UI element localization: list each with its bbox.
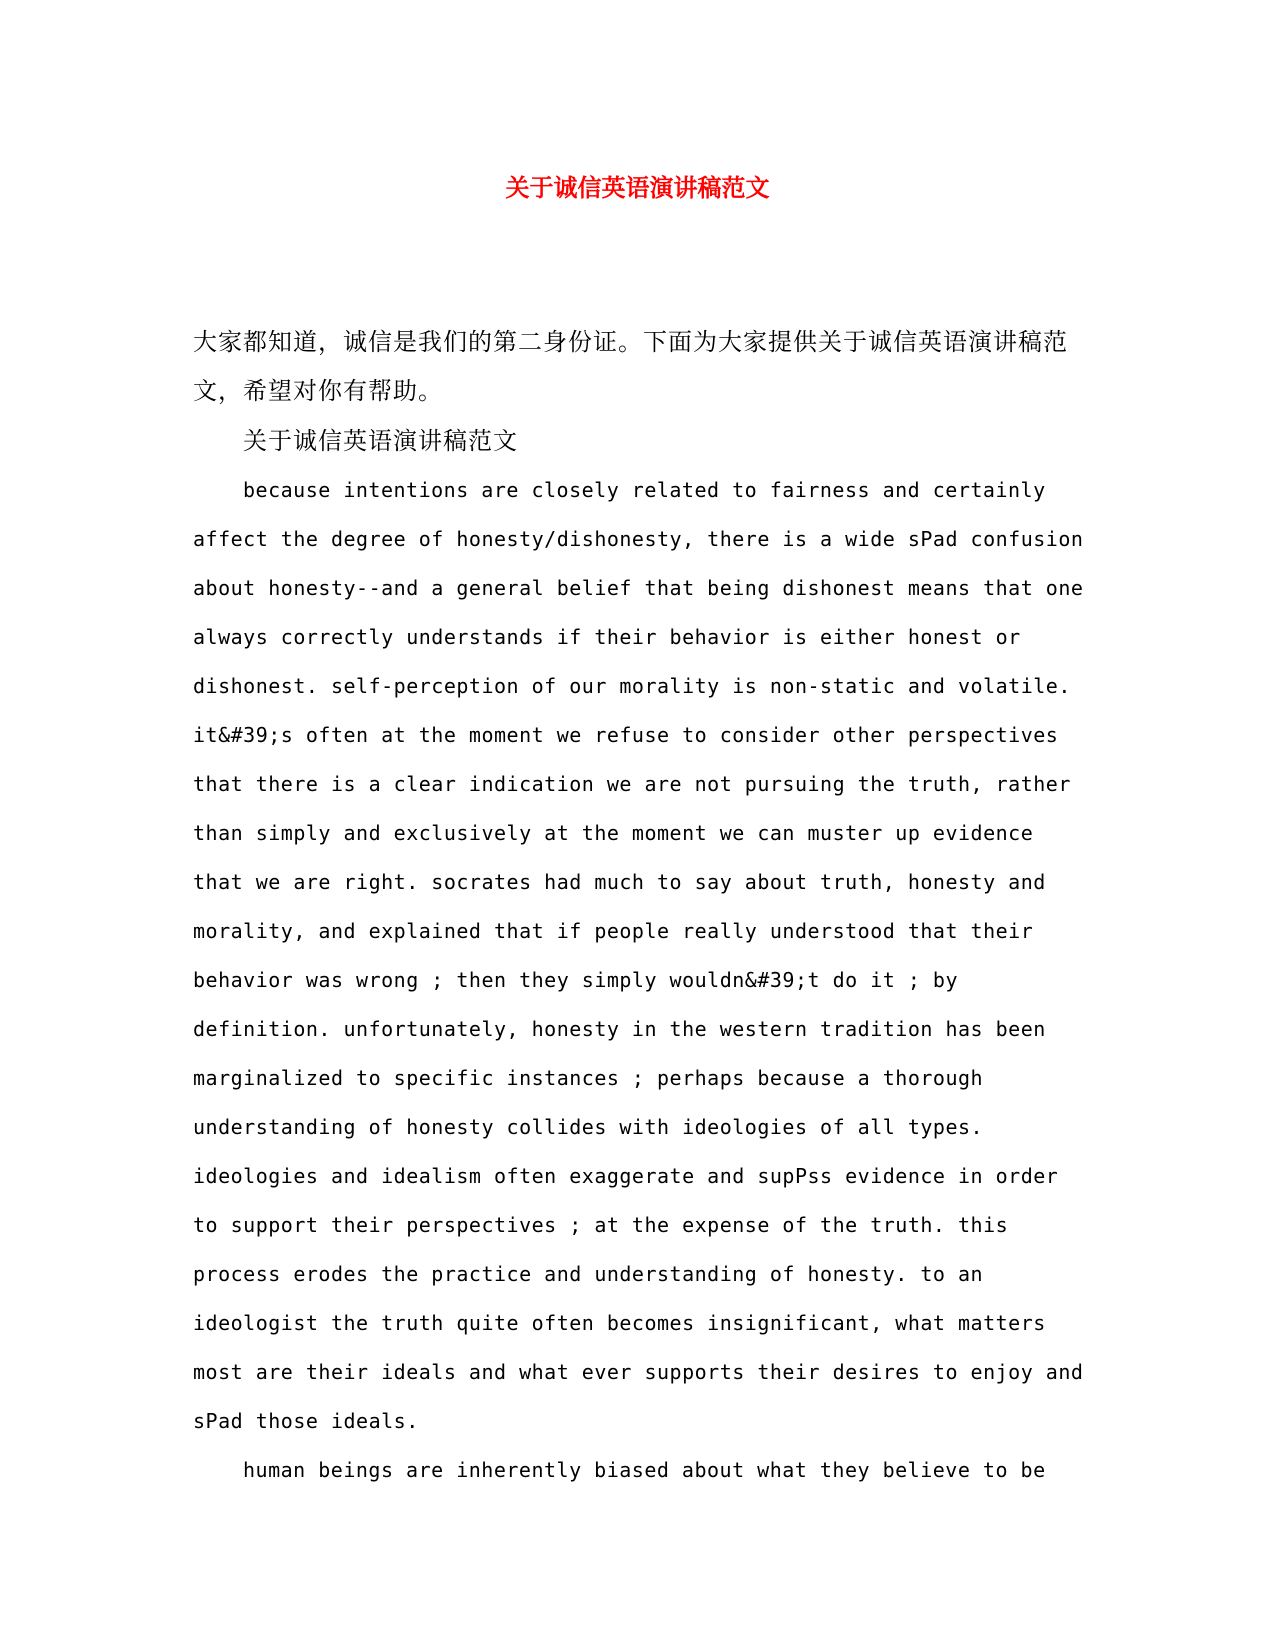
body-line: sPad those ideals. — [193, 1409, 419, 1433]
body-line: affect the degree of honesty/dishonesty, there is a wide sPad confusion — [193, 527, 1084, 551]
body-line: understanding of honesty collides with ideologies of all types. — [193, 1115, 984, 1139]
body-line: dishonest. self-perception of our morality is non-static and volatile. — [193, 674, 1071, 698]
body-line: it&#39;s often at the moment we refuse to consider other perspectives — [193, 723, 1059, 747]
body-line: always correctly understands if their behavior is either honest or — [193, 625, 1021, 649]
body-line: ideologist the truth quite often becomes insignificant, what matters — [193, 1311, 1046, 1335]
body-line: that there is a clear indication we are not pursuing the truth, rather — [193, 772, 1071, 796]
body-line: definition. unfortunately, honesty in the western tradition has been — [193, 1017, 1046, 1041]
body-line: to support their perspectives ; at the expense of the truth. this — [193, 1213, 1009, 1237]
body-text — [193, 417, 1093, 1495]
body-line: human beings are inherently biased about what they believe to be — [243, 1458, 1046, 1482]
body-line: most are their ideals and what ever supports their desires to enjoy and — [193, 1360, 1084, 1384]
body-line: than simply and exclusively at the moment we can muster up evidence — [193, 821, 1034, 845]
body-line: morality, and explained that if people really understood that their — [193, 919, 1034, 943]
body-line: about honesty--and a general belief that being dishonest means that one — [193, 576, 1084, 600]
document-title: 关于诚信英语演讲稿范文 — [505, 174, 770, 202]
subheading: 关于诚信英语演讲稿范文 — [243, 427, 518, 455]
body-line: ideologies and idealism often exaggerate and supPss evidence in order — [193, 1164, 1059, 1188]
intro-paragraph — [193, 318, 1093, 416]
body-line: process erodes the practice and understanding of honesty. to an — [193, 1262, 984, 1286]
body-line: marginalized to specific instances ; perhaps because a thorough — [193, 1066, 984, 1090]
body-line: because intentions are closely related to fairness and certainly — [243, 478, 1046, 502]
body-line: that we are right. socrates had much to say about truth, honesty and — [193, 870, 1046, 894]
body-line: behavior was wrong ; then they simply wouldn&#39;t do it ; by — [193, 968, 959, 992]
intro-line: 文，希望对你有帮助。 — [193, 377, 443, 405]
intro-line: 大家都知道，诚信是我们的第二身份证。下面为大家提供关于诚信英语演讲稿范 — [193, 328, 1068, 356]
